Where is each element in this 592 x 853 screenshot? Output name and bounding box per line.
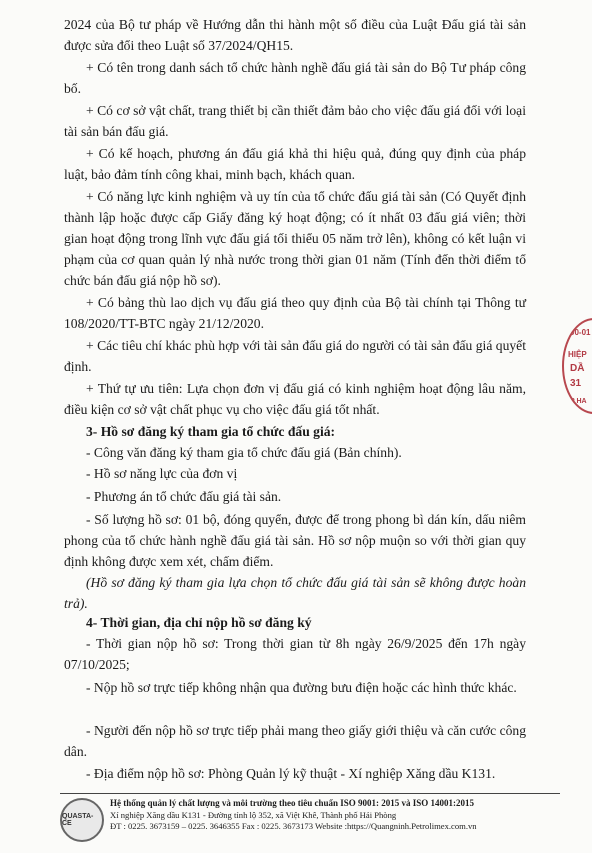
stamp-text-5: P HA <box>570 398 587 405</box>
criterion-facilities: + Có cơ sở vật chất, trang thiết bị cần thiết đảm bảo cho việc đấu giá đối với loại tài sản bán đấu giá. <box>64 103 526 139</box>
criterion-experience: + Có năng lực kinh nghiệm và uy tín của tổ chức đấu giá tài sản (Có Quyết định thành lập hoặc được cấp Giấy đăng ký hoạt động; có ít nhất 03 đấu giá viên; thời gian hoạt động trong lĩnh vực đấu giá tối thiểu 05 năm trở lên), không có kết luận vi phạm của cơ quan quản lý nhà nước trong thời gian 01 năm (Tính đến thời điểm tổ chức bán đấu giá nộp hồ sơ). <box>64 189 526 288</box>
stamp-text-4: 31 <box>570 378 582 389</box>
criterion-priority: + Thứ tự ưu tiên: Lựa chọn đơn vị đấu giá có kinh nghiệm hoạt động lâu năm, điều kiện cơ sở vật chất phục vụ cho việc đấu giá tốt nhất. <box>64 381 526 417</box>
submission-documents: - Người đến nộp hồ sơ trực tiếp phải mang theo giấy giới thiệu và căn cước công dân. <box>64 723 526 759</box>
quasta-cert-logo <box>60 798 104 842</box>
footer-divider <box>60 793 560 794</box>
dossier-item-quantity: - Số lượng hồ sơ: 01 bộ, đóng quyển, được để trong phong bì dán kín, dấu niêm phong của tổ chức hành nghề đấu giá tài sản. Hồ sơ nộp muộn so với thời gian quy định không được xem xét, chấm điểm. <box>64 512 526 569</box>
stamp-text-3: DẦ <box>570 363 585 374</box>
dossier-item-letter: - Công văn đăng ký tham gia tổ chức đấu giá (Bản chính). <box>86 445 402 460</box>
section-4-heading: 4- Thời gian, địa chỉ nộp hồ sơ đăng ký <box>86 615 312 630</box>
company-stamp <box>562 318 592 414</box>
stamp-text-2: HIỆP <box>568 350 587 359</box>
stamp-text-1: 90-01 <box>570 328 591 337</box>
dossier-note-nonrefundable: (Hồ sơ đăng ký tham gia lựa chọn tổ chức đấu giá tài sản sẽ không được hoàn trả). <box>64 575 526 611</box>
footer-contact: ĐT : 0225. 3673159 – 0225. 3646355 Fax : 0225. 3673173 Website :https://Quangninh.Petrolimex.com.vn <box>110 821 477 831</box>
dossier-item-capacity: - Hồ sơ năng lực của đơn vị <box>86 466 238 481</box>
dossier-item-plan: - Phương án tổ chức đấu giá tài sản. <box>86 489 282 504</box>
criterion-registered-list: + Có tên trong danh sách tổ chức hành nghề đấu giá tài sản do Bộ Tư pháp công bố. <box>64 60 526 96</box>
section-3-heading: 3- Hồ sơ đăng ký tham gia tổ chức đấu giá: <box>86 424 336 439</box>
criterion-plan: + Có kế hoạch, phương án đấu giá khả thi hiệu quả, đúng quy định của pháp luật, bảo đảm tính công khai, minh bạch, khách quan. <box>64 146 526 182</box>
criterion-fee-table: + Có bảng thù lao dịch vụ đấu giá theo quy định của Bộ tài chính tại Thông tư 108/2020/TT-BTC ngày 21/12/2020. <box>64 295 526 331</box>
submission-time: - Thời gian nộp hồ sơ: Trong thời gian từ 8h ngày 26/9/2025 đến 17h ngày 07/10/2025; <box>64 636 526 672</box>
criterion-other: + Các tiêu chí khác phù hợp với tài sản đấu giá do người có tài sản đấu giá quyết định. <box>64 338 526 374</box>
paragraph-law-reference: 2024 của Bộ tư pháp về Hướng dẫn thi hành một số điều của Luật Đấu giá tài sản được sửa đổi theo Luật số 37/2024/QH15. <box>64 17 526 53</box>
footer-iso-line: Hệ thống quản lý chất lượng và môi trường theo tiêu chuẩn ISO 9001: 2015 và ISO 14001:2015 <box>110 798 475 808</box>
logo-text: QUASTA-CE <box>62 813 94 827</box>
submission-method: - Nộp hồ sơ trực tiếp không nhận qua đường bưu điện hoặc các hình thức khác. <box>86 680 517 695</box>
submission-location: - Địa điểm nộp hồ sơ: Phòng Quản lý kỹ thuật - Xí nghiệp Xăng dầu K131. <box>86 766 496 781</box>
footer-address: Xí nghiệp Xăng dầu K131 - Đường tỉnh lộ 352, xã Việt Khê, Thành phố Hải Phòng <box>110 810 397 820</box>
